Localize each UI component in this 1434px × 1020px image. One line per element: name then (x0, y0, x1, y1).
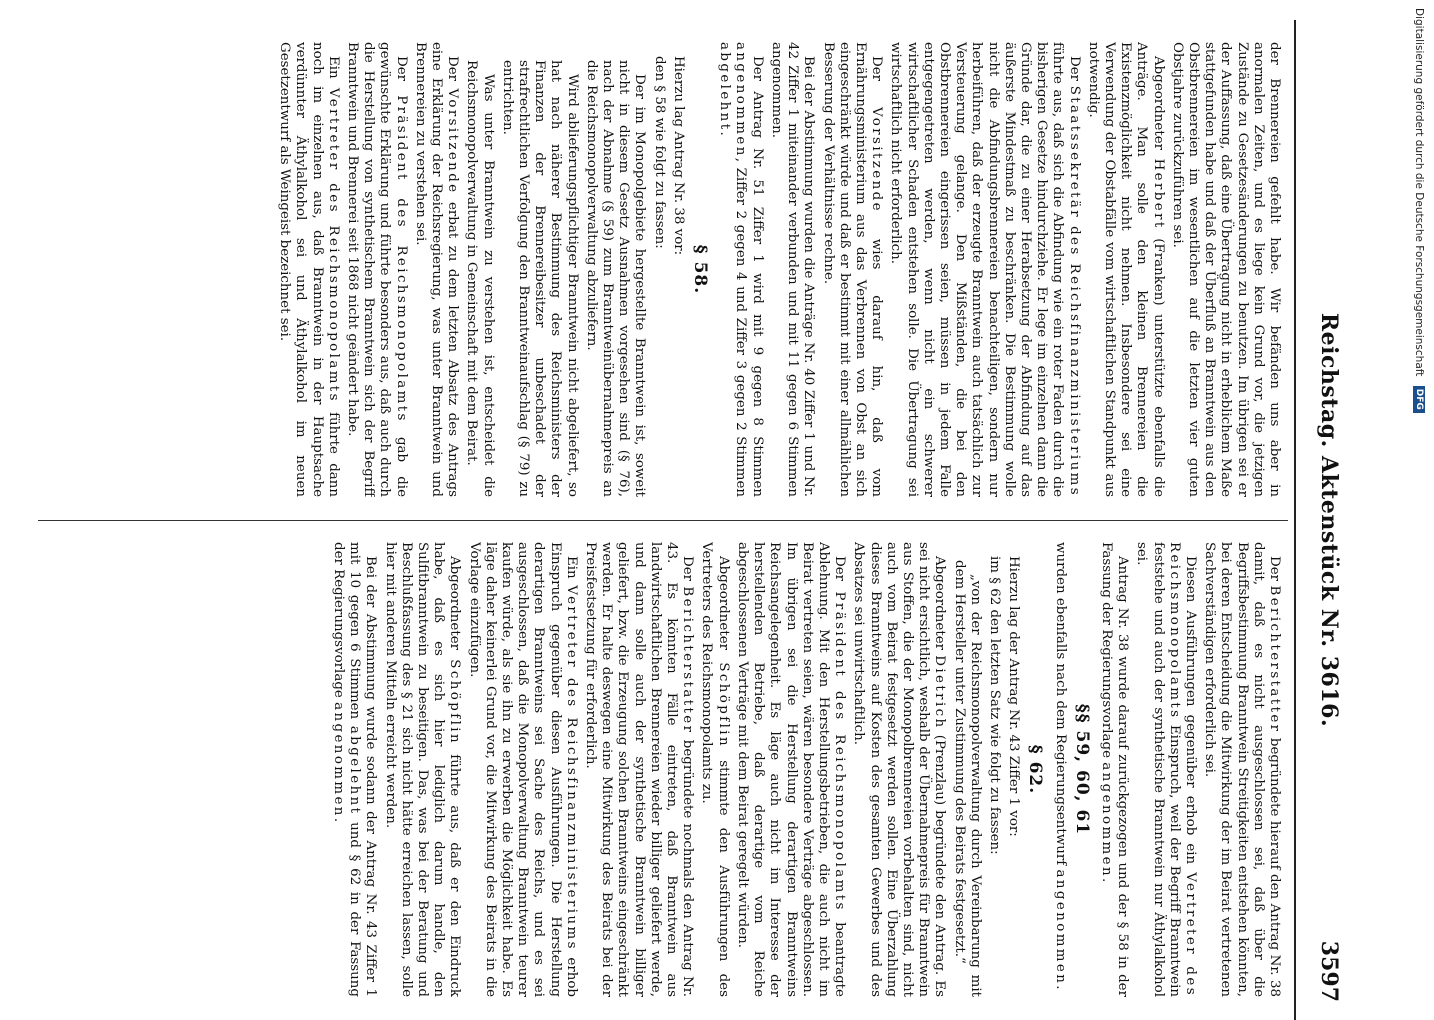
paragraph (344, 42, 409, 497)
text-run: Bei der Abstimmung wurde sodann der Antrag Nr. 43 Ziffer 1 mit 10 gegen 6 Stimmen (347, 542, 379, 997)
paragraph (698, 542, 730, 997)
page-number: 3597 (1316, 940, 1342, 1002)
paragraph (465, 542, 578, 997)
text-run: . (1052, 985, 1068, 990)
text-run: Antrag Nr. 38 wurde darauf zurückgezogen und der § 58 in der Fassung der Regierungsvorlage (1098, 542, 1131, 997)
paragraph: im § 62 den letzten Satz wie folgt zu fassen: (986, 556, 1002, 855)
text-run: wurden ebenfalls nach dem Regierungsentwurf (1052, 542, 1068, 870)
quoted-motion: Was unter Branntwein zu verstehen ist, entscheidet die Reichsmonopolverwaltung in Gemeinschaft mit dem Beirat. (464, 60, 496, 497)
text-run: Der Antrag Nr. 51 Ziffer 1 wird mit 9 gegen 8 Stimmen (749, 56, 765, 497)
spaced-emphasis: Vorsitzende (869, 106, 885, 213)
paragraph (330, 542, 379, 997)
left-column (42, 42, 1282, 497)
text-run: Der (1267, 556, 1282, 586)
text-run: führte aus, daß sich die Abfindung wie ein roter Faden durch die bisherigen Gesetze hindurchziehe. Er lege im einzelnen dann die Gründe dar, die zu einer Herabsetzung der Abfindung auf das äußerste Mindestmaß zu beschränken. Die Bestimmung wolle nicht die Abfindungsbrennereien benachteiligen, sondern nur herbeiführen, daß der erzeugte Branntwein auch tatsächlich zur Versteuerung gelange. Den Mißständen, die bei den Obstbrennereien eingerissen seien, müssen in jedem Falle entgegengetreten werden, wenn nicht ein schwerer wirtschaftlicher Schaden entstehen solle. Die Übertragung sei wirtschaftlich nicht erforderlich. (888, 42, 1066, 497)
text-run: (Prenzlau) begründete den Antrag. Es sei nicht ersichtlich, weshalb der Übernahmepreis für Branntwein aus Stoffen, die der Monopolbrennereien vorbehalten sind, nicht auch vom Beirat festgesetzt werden sollen. Eine Überzahlung dieses Branntweins auf Kosten des gesamten Gewerbes und des Absatzes sei unwirtschaftlich. (851, 542, 948, 997)
spaced-emphasis: Staatssekretär des Reichsfinanzministeriums (1066, 85, 1082, 497)
spaced-emphasis: angenommen (733, 42, 749, 158)
text-run: Abgeordneter (932, 556, 948, 656)
spaced-emphasis: Herbert (1150, 158, 1166, 230)
quoted-motion: Wird ablieferungspflichtiger Branntwein nicht abgeliefert, so hat nach näherer Bestimmung des Reichsministers der Finanzen der Brennereibesitzer unbeschadet der strafrechtlichen Verfolgung den Branntweinaufschlag (§ 79) zu entrichten. (499, 60, 580, 497)
text-run: . (717, 131, 733, 136)
paragraph (1098, 542, 1130, 997)
column-divider (38, 520, 1288, 521)
text-run: Einspruch, weil der Begriff Branntwein feststehe und auch der synthetische Branntwein nur Äthylalkohol sei. (1134, 542, 1182, 997)
section-heading: §§ 59, 60, 61 (1071, 703, 1092, 836)
paragraph (887, 42, 1081, 497)
page-header (1294, 20, 1348, 1020)
text-run: Der (1066, 56, 1082, 86)
paragraph (276, 42, 341, 497)
paragraph: Hierzu lag Antrag Nr. 38 vor: (670, 56, 686, 256)
paragraph (381, 542, 462, 997)
spaced-emphasis: angenommen (1052, 869, 1068, 986)
text-run: begründete hierauf den Antrag Nr. 38 damit, daß es nicht ausgeschlossen sei, daß über die Begriffsbestimmung Branntwein Streitigkeiten entstehen könnten, bei deren Entscheidung die Mitwirkung der im Beirat vertretenen Sachverständigen erforderlich sei. (1202, 542, 1282, 997)
text-run: führte dann noch im einzelnen aus, daß Branntwein in der Hauptsache verdünnter Äthylalkohol sei und Äthylalkohol im neuen Gesetzentwurf als Weingeist bezeichnet sei. (277, 42, 341, 497)
spaced-emphasis: Schöpflin (715, 662, 731, 748)
spaced-emphasis: Vertreter des Reichsmonopolamts (325, 87, 341, 403)
text-run: Abgeordneter (1150, 56, 1166, 159)
text-run: beantragte Ablehnung. Mit den Herstellungsbetrieben, die auch nicht im Beirat vertreten seien, wären besondere Verträge abgeschlossen. Im übrigen sei die Herstellung derartigen Branntweins Reichsangelegenheit. Es läge auch nicht im Interesse der herstellenden Betriebe, daß derartige vom Reiche abgeschlossenen Verträge mit dem Beirat geregelt würden. (734, 542, 848, 997)
text-run: und § 62 in der Fassung der Regierungsvorlage (331, 542, 363, 997)
text-run: Der (393, 56, 409, 96)
text-run: . (1098, 878, 1114, 883)
right-column (42, 542, 1282, 997)
digitization-credit (1404, 0, 1434, 1000)
section-heading: § 58. (690, 244, 711, 295)
text-run: Der (445, 56, 461, 89)
text-run: Der (869, 56, 885, 107)
paragraph (716, 42, 765, 497)
quoted-motion: Der im Monopolgebiete hergestellte Branntwein ist, soweit nicht in diesem Gesetz Ausnahmen vorgesehen sind (§ 76), nach der Abnahme (§ 59) zum Branntweinübernahmepreis an die Reichsmonopolverwaltung abzuliefern. (583, 60, 648, 497)
paragraph (819, 42, 884, 497)
spaced-emphasis: Präsident des Reichsmonopolamts (832, 591, 848, 912)
text-run: erbat zu dem letzten Absatz des Antrags eine Erklärung der Reichsregierung, was unter Branntwein und Brennereien zu verstehen sei. (412, 42, 461, 497)
paragraph (734, 542, 847, 997)
quoted-motion: „von der Reichsmonopolverwaltung durch Vereinbarung mit dem Hersteller unter Zustimmung des Beirats festgesetzt.“ (951, 560, 983, 997)
spaced-emphasis: Vertreter des Reichsmonopolamts (1166, 542, 1198, 997)
paragraph (850, 542, 947, 997)
spaced-emphasis: Schöpflin (447, 659, 463, 745)
spaced-emphasis: Berichterstatter (1267, 585, 1282, 734)
text-run: begründete nochmals den Antrag Nr. 43. Es könnten Fälle eintreten, daß Branntwein aus landwirtschaftlichen Brennereien wieder billiger geliefert werde, und dann solle auch der synthetische Branntwein billiger geliefert, bzw. die Erzeugung solchen Branntweins eingeschränkt werden. Er halte deswegen eine Mitwirkung des Beirats bei der Preisfestsetzung für erforderlich. (583, 542, 696, 997)
dfg-logo-badge: DFG (1413, 386, 1425, 413)
paragraph (1201, 542, 1282, 997)
spaced-emphasis: angenommen (1098, 762, 1114, 878)
paragraph (582, 542, 695, 997)
text-run: Diesen Ausführungen gegenüber erhob ein (1182, 556, 1198, 873)
spaced-emphasis: Vorsitzende (445, 88, 461, 195)
text-run: Der (680, 556, 696, 587)
credit-text: Digitalisierung gefördert durch die Deutsche Forschungsgemeinschaft (1413, 8, 1425, 377)
text-run: Abgeordneter (447, 556, 463, 660)
text-run: . (331, 817, 347, 823)
spaced-emphasis: angenommen (331, 702, 347, 818)
text-run: Ein (563, 556, 579, 586)
text-run: stimmte den Ausführungen des Vertreters des Reichsmonopolamts zu. (699, 542, 731, 997)
paragraph (412, 42, 461, 497)
text-run: gab die gewünschte Erklärung und führte besonders aus, daß auch durch die Herstellung von synthetischem Branntwein sich der Begriff Branntwein und Brennerei seit 1868 nicht geändert habe. (345, 42, 409, 497)
section-heading: § 62. (1025, 744, 1046, 795)
text-run: , Ziffer 2 gegen 4 und Ziffer 3 gegen 2 Stimmen (733, 157, 749, 497)
paragraph (1133, 542, 1198, 997)
document-page (18, 20, 1348, 1020)
text-run: führte aus, daß er den Eindruck habe, daß es sich hier lediglich darum handle, den Sulfitbranntwein zu beseitigen. Das, was bei der Beratung und Beschlußfassung des § 21 sich nicht hätte erreichen lassen, solle hier mit anderen Mitteln erreicht werden. (382, 542, 463, 997)
text-run: (Franken) unterstützte ebenfalls die Anträge. Man solle den kleinen Brennereien die Existenzmöglichkeit nicht nehmen. Insbesondere sei eine Verwendung der Obstabfälle vom wirtschaftlichen Standpunkt aus notwendig. (1085, 42, 1166, 497)
text-run: wies darauf hin, daß vom Ernährungsministerium aus das Verbrennen von Obst an sich eingeschränkt würde und daß er bestimmt mit einer allmählichen Besserung der Verhältnisse rechne. (820, 42, 885, 497)
spaced-emphasis: Dietrich (932, 655, 948, 730)
paragraph: der Brennereien gefehlt habe. Wir befänden uns aber in anormalen Zeiten, und es liege kein Grund vor, die jetzigen Zustände zu Gesetzesänderungen zu benutzen. Im übrigen sei er der Auffassung, daß eine Übertragung nicht in erheblichem Maße stattgefunden habe und daß der Überfluß an Branntwein aus den Obstbrennereien im wesentlichen auf die letzten vier guten Obstjahre zurückzuführen sei. (1169, 42, 1282, 497)
text-run: Ein (325, 56, 341, 88)
text-run: Der (832, 556, 848, 592)
spaced-emphasis: abgelehnt (717, 42, 733, 132)
paragraph: den § 58 wie folgt zu fassen: (651, 56, 667, 249)
paragraph (1051, 542, 1067, 997)
text-run: Abgeordneter (715, 556, 731, 663)
paragraph (1085, 42, 1166, 497)
text-run: erhob Einspruch gegenüber diesen Ausführungen. Die Herstellung derartigen Branntweins sei Sache des Reichs, und es sei ausgeschlossen, daß die Monopolverwaltung Branntwein teurer kaufen würde, als sie ihn zu erwerben die Möglichkeit habe. Es läge daher keinerlei Grund vor, die Mitwirkung des Beirats in die Vorlage einzufügen. (466, 542, 579, 997)
running-title: Reichstag. Aktenstück Nr. 3616. (1316, 312, 1342, 728)
paragraph: Hierzu lag der Antrag Nr. 43 Ziffer 1 vor: (1006, 556, 1022, 837)
spaced-emphasis: abgelehnt (347, 725, 363, 816)
spaced-emphasis: Vertreter des Reichsfinanzministeriums (563, 585, 579, 951)
spaced-emphasis: Präsident des Reichsmonopolamts (393, 95, 409, 423)
spaced-emphasis: Berichterstatter (680, 586, 696, 735)
paragraph: Bei der Abstimmung wurden die Anträge Nr. 40 Ziffer 1 und Nr. 42 Ziffer 1 miteinander verbunden und mit 11 gegen 6 Stimmen angenommen. (768, 42, 817, 497)
